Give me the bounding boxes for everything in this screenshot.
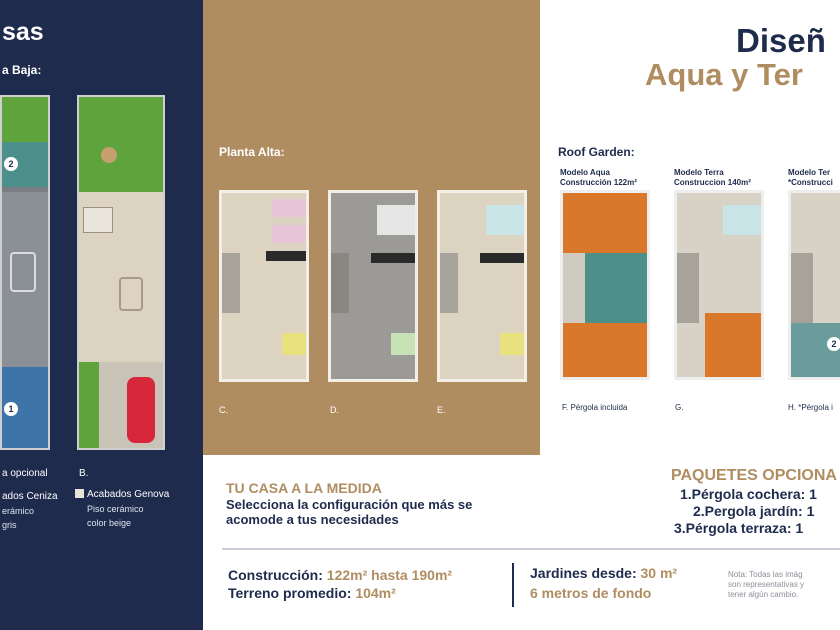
plan-b-sofa	[83, 207, 113, 233]
roof-aqua-pool	[585, 253, 647, 323]
upper-plan-d	[328, 190, 418, 382]
upper-plan-d-stairs	[331, 253, 349, 313]
construccion-line	[228, 567, 452, 583]
jardines-label: Jardines desde:	[530, 565, 637, 581]
finish-b	[75, 488, 195, 530]
floor-plan-a	[0, 95, 50, 450]
terreno-value: 104m²	[355, 585, 396, 601]
plan-a-garden	[2, 97, 48, 142]
roof-caption-h: H. *Pérgola i	[788, 403, 833, 412]
finish-a	[2, 490, 72, 532]
roof-plan-terra-2	[788, 190, 840, 380]
paquete-1: 1.Pérgola cochera: 1	[680, 486, 817, 502]
finish-b-text: Piso cerámico color beige	[87, 504, 144, 528]
floor-plan-b	[77, 95, 165, 450]
model-terra-detail: Construccion 140m²	[674, 178, 751, 187]
roof-aqua-stairs	[563, 253, 585, 323]
left-panel-subtitle: a Baja:	[2, 63, 42, 77]
plan-b-garden-table	[101, 147, 117, 163]
planta-alta-title: Planta Alta:	[219, 145, 285, 159]
upper-plan-c-bed-2	[272, 225, 306, 243]
terreno-line	[228, 585, 396, 601]
upper-plan-d-bed-2	[391, 333, 415, 355]
model-aqua-label	[560, 168, 637, 188]
plan-b-dining-table	[119, 277, 143, 311]
construccion-label: Construcción:	[228, 567, 323, 583]
selecciona-text: Selecciona la configuración que más se acomode a tus necesidades	[226, 497, 473, 527]
roof-terra-stairs	[677, 253, 699, 323]
upper-plan-e	[437, 190, 527, 382]
nota-text: Nota: Todas las imág son representativas y tener algún cambio.	[728, 570, 805, 599]
upper-plan-c-bed-3	[282, 333, 306, 355]
finish-b-title: Acabados Genova	[87, 489, 170, 500]
model-aqua-detail: Construcción 122m²	[560, 178, 637, 187]
roof-caption-g: G.	[675, 403, 684, 412]
paquetes-title: PAQUETES OPCIONA	[671, 467, 837, 484]
finish-b-swatch	[75, 489, 84, 498]
terreno-label: Terreno promedio:	[228, 585, 352, 601]
paquete-2: 2.Pergola jardín: 1	[693, 503, 815, 519]
option-b-letter: B.	[79, 468, 89, 479]
caption-d: D.	[330, 405, 339, 415]
upper-plan-e-stairs	[440, 253, 458, 313]
plan-a-badge-2: 2	[4, 157, 18, 171]
model-aqua-name: Modelo Aqua	[560, 168, 610, 177]
paquete-3: 3.Pérgola terraza: 1	[674, 520, 804, 536]
roof-terra-terrace	[705, 313, 761, 380]
upper-plan-c	[219, 190, 309, 382]
upper-plan-d-closet	[371, 253, 415, 263]
model-terra-label	[674, 168, 751, 188]
jardines-line	[530, 565, 677, 581]
roof-plan-aqua	[560, 190, 650, 380]
fondo-text: 6 metros de fondo	[530, 585, 652, 601]
plan-a-dining-table	[10, 252, 36, 292]
caption-c: C.	[219, 405, 228, 415]
upper-plan-e-closet	[480, 253, 524, 263]
vertical-divider	[512, 563, 514, 607]
model-terra-2-name: Modelo Ter	[788, 168, 831, 177]
roof-terra-2-badge: 2	[827, 337, 840, 351]
plan-b-side-garden	[79, 362, 99, 450]
left-panel-title: sas	[2, 18, 44, 46]
roof-garden-title: Roof Garden:	[558, 145, 635, 159]
roof-terra-2-stairs	[791, 253, 813, 323]
jardines-value: 30 m²	[640, 565, 678, 581]
roof-aqua-terrace-top	[563, 193, 647, 253]
finish-a-title: ados Ceniza	[2, 491, 58, 502]
upper-plan-e-bed-1	[486, 205, 524, 235]
construccion-value: 122m² hasta 190m²	[326, 567, 453, 583]
roof-terra-2-terrace	[791, 323, 840, 380]
upper-plan-d-bed-1	[377, 205, 415, 235]
option-a-label: a opcional	[2, 468, 48, 479]
design-title-line2: Aqua y Ter	[645, 57, 803, 92]
roof-plan-terra	[674, 190, 764, 380]
roof-aqua-terrace-bottom	[563, 323, 647, 380]
plan-b-garden	[79, 97, 163, 192]
roof-terra-bed	[723, 205, 761, 235]
plan-b-car	[127, 377, 155, 443]
bottom-divider	[222, 548, 840, 550]
tu-casa-heading: TU CASA A LA MEDIDA	[226, 480, 382, 496]
finish-a-text: erámico gris	[2, 506, 35, 530]
caption-e: E.	[437, 405, 446, 415]
model-terra-2-detail: *Construcci	[788, 178, 833, 187]
upper-plan-c-bed-1	[272, 199, 306, 217]
model-terra-2-label	[788, 168, 833, 188]
roof-caption-f: F. Pérgola incluida	[562, 403, 628, 412]
design-title-line1: Diseñ	[736, 22, 826, 59]
plan-a-badge-1: 1	[4, 402, 18, 416]
model-terra-name: Modelo Terra	[674, 168, 724, 177]
upper-plan-c-closet	[266, 251, 306, 261]
upper-plan-e-bed-2	[500, 333, 524, 355]
upper-plan-c-stairs	[222, 253, 240, 313]
